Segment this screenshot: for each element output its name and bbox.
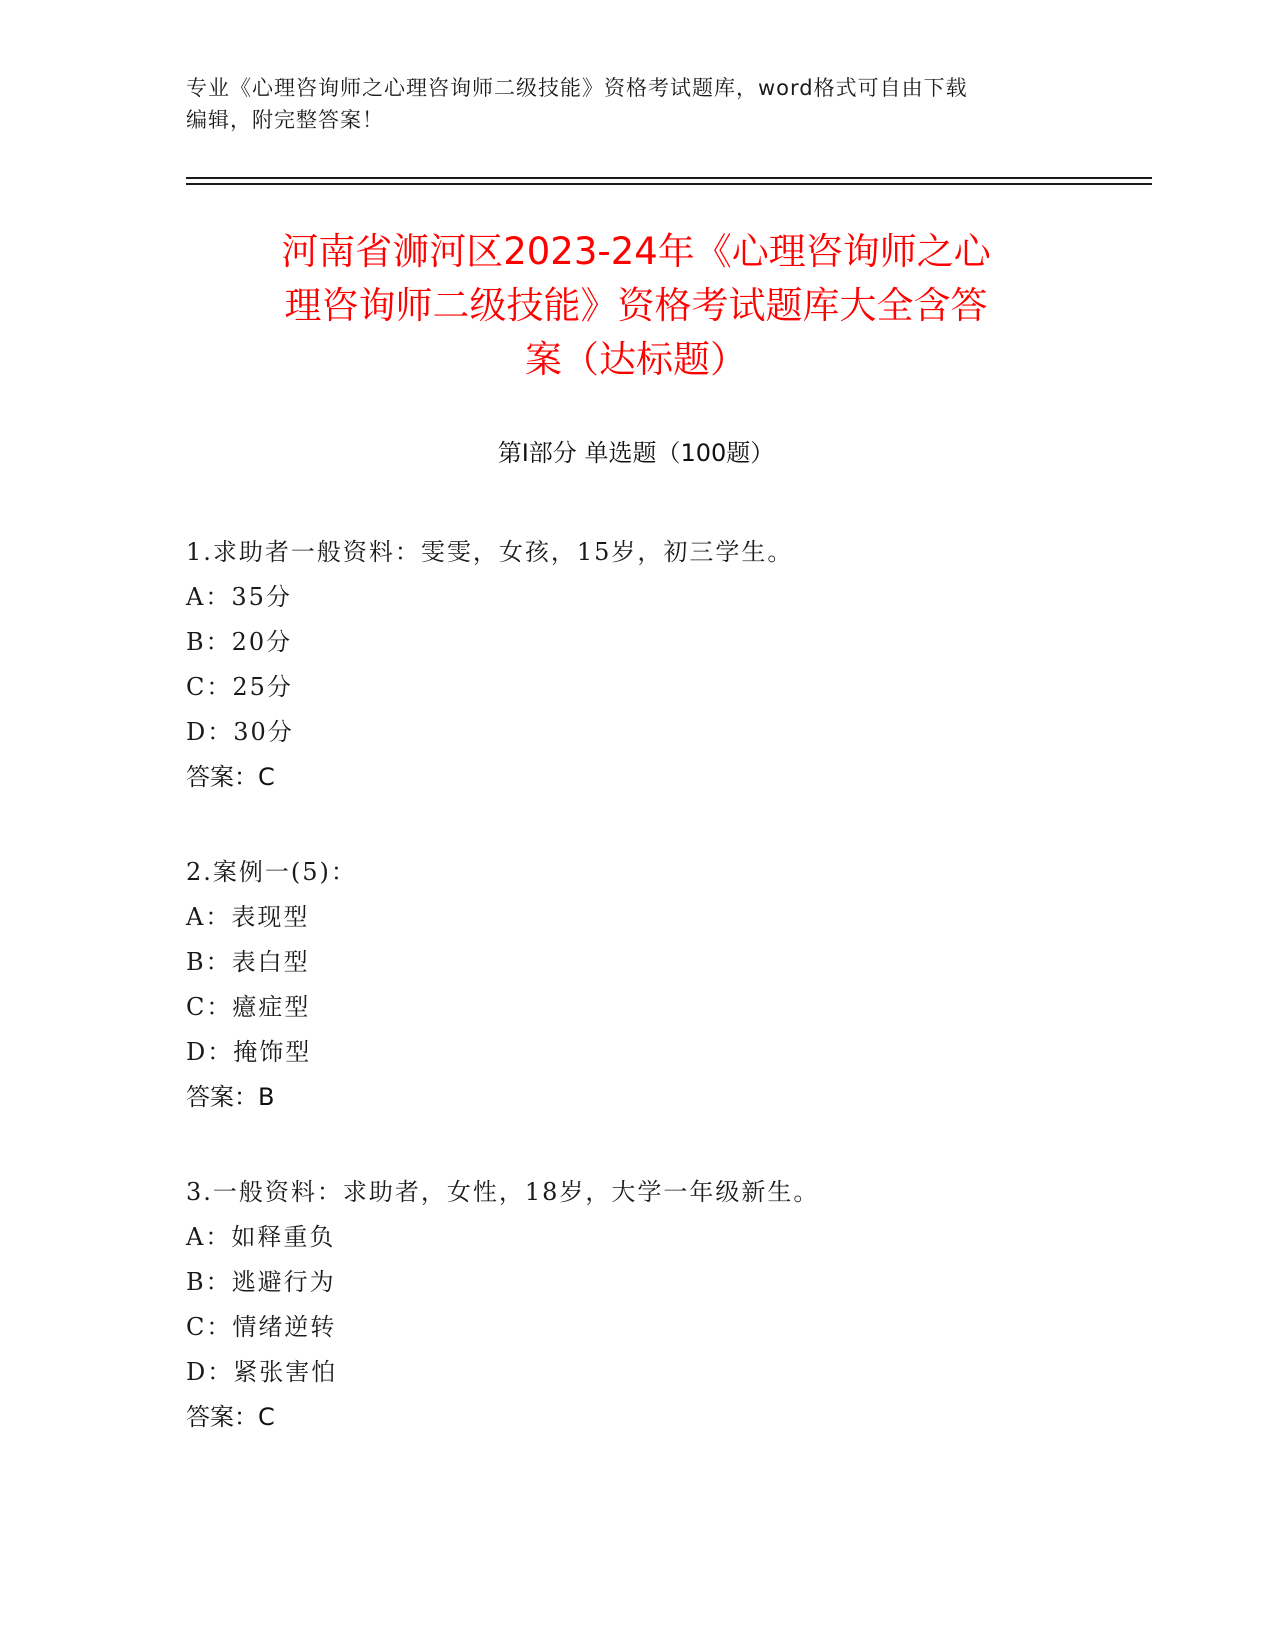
section-heading: 第Ⅰ部分 单选题（100题） [497,439,775,467]
option-c: C：癔症型 [186,993,311,1021]
answer-line: 答案：B [186,1083,275,1111]
document-title-line: 理咨询师二级技能》资格考试题库大全含答 [284,284,988,327]
header-note-line: 编辑，附完整答案！ [186,108,384,132]
option-b: B：逃避行为 [186,1268,336,1296]
document-title [186,225,1086,387]
document-title-line: 案（达标题） [525,338,747,381]
option-a: A：表现型 [186,903,310,931]
option-c: C：情绪逆转 [186,1313,337,1341]
option-a: A：如释重负 [186,1223,336,1251]
header-note [186,72,1086,136]
question-stem: 1.求助者一般资料：雯雯，女孩，15岁，初三学生。 [186,538,794,566]
question-item [186,1170,1086,1440]
question-item [186,850,1086,1120]
question-stem: 2.案例一(5)： [186,858,357,886]
option-d: D：紧张害怕 [186,1358,338,1386]
option-c: C：25分 [186,673,293,701]
option-d: D：30分 [186,718,294,746]
option-d: D：掩饰型 [186,1038,312,1066]
option-a: A：35分 [186,583,292,611]
question-item [186,530,1086,800]
header-divider [186,177,1152,179]
option-b: B：表白型 [186,948,310,976]
question-list [186,530,1086,1490]
answer-line: 答案：C [186,1403,275,1431]
question-stem: 3.一般资料：求助者，女性，18岁，大学一年级新生。 [186,1178,820,1206]
header-divider [186,183,1152,185]
document-title-line: 河南省浉河区2023-24年《心理咨询师之心 [281,230,991,273]
answer-line: 答案：C [186,763,275,791]
option-b: B：20分 [186,628,293,656]
header-note-line: 专业《心理咨询师之心理咨询师二级技能》资格考试题库，word格式可自由下载 [186,76,968,100]
